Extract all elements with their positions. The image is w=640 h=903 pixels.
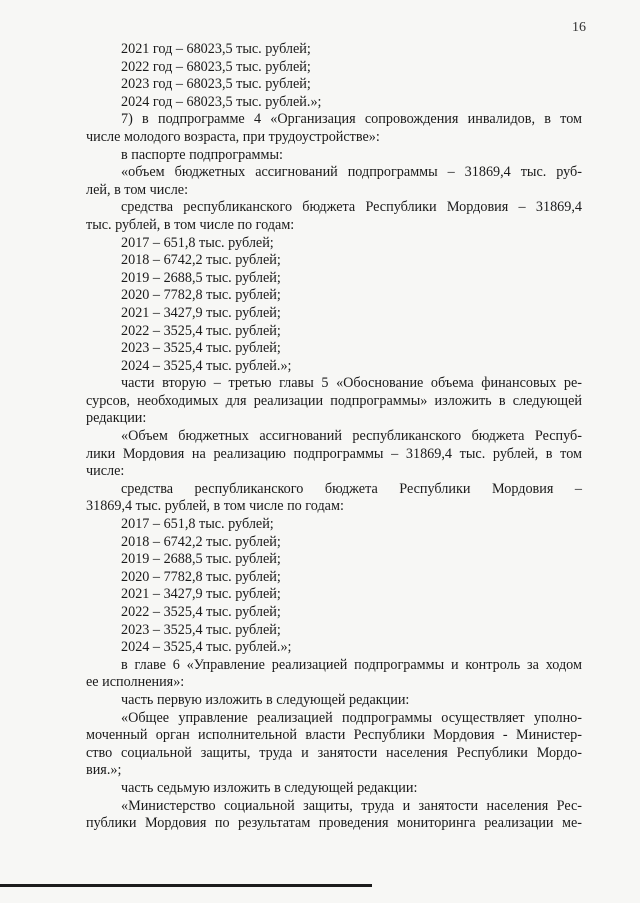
text-line: 2020 – 7782,8 тыс. рублей;: [121, 568, 281, 585]
text-line: ее исполнения»:: [86, 674, 185, 691]
text-line: «Объем бюджетных ассигнований республиканского бюджета Респуб-: [121, 428, 582, 445]
text-line: 2019 – 2688,5 тыс. рублей;: [121, 269, 281, 286]
text-line: публики Мордовия по результатам проведения мониторинга реализации ме-: [86, 815, 582, 832]
text-line: 2022 год – 68023,5 тыс. рублей;: [121, 58, 311, 75]
document-body: [86, 41, 582, 833]
text-line: 2022 – 3525,4 тыс. рублей;: [121, 604, 281, 620]
text-line: часть первую изложить в следующей редакции:: [121, 691, 410, 708]
text-line: часть седьмую изложить в следующей редакции:: [121, 779, 418, 796]
text-line: 2019 – 2688,5 тыс. рублей;: [121, 551, 281, 568]
text-line: числе молодого возраста, при трудоустройстве»:: [86, 128, 380, 145]
text-line: 2020 – 7782,8 тыс. рублей;: [121, 287, 281, 304]
text-line: 2021 год – 68023,5 тыс. рублей;: [121, 41, 311, 57]
text-line: 2024 – 3525,4 тыс. рублей.»;: [121, 639, 292, 656]
text-line: 2021 – 3427,9 тыс. рублей;: [121, 304, 281, 321]
text-line: 2023 – 3525,4 тыс. рублей;: [121, 340, 281, 357]
text-line: средства республиканского бюджета Республики Мордовия –: [121, 480, 582, 497]
text-line: 2024 год – 68023,5 тыс. рублей.»;: [121, 93, 322, 110]
text-line: в паспорте подпрограммы:: [121, 146, 283, 163]
text-line: 2023 год – 68023,5 тыс. рублей;: [121, 76, 311, 93]
text-line: 2017 – 651,8 тыс. рублей;: [121, 234, 274, 251]
text-line: моченный орган исполнительной власти Республики Мордовия - Министер-: [86, 727, 582, 744]
text-line: 7) в подпрограмме 4 «Организация сопровождения инвалидов, в том: [121, 111, 582, 128]
text-line: «объем бюджетных ассигнований подпрограммы – 31869,4 тыс. руб-: [121, 164, 582, 181]
text-line: вия.»;: [86, 762, 122, 779]
text-line: 2018 – 6742,2 тыс. рублей;: [121, 252, 281, 269]
text-line: 2022 – 3525,4 тыс. рублей;: [121, 322, 281, 339]
text-line: 2023 – 3525,4 тыс. рублей;: [121, 621, 281, 638]
text-line: «Министерство социальной защиты, труда и занятости населения Рес-: [121, 797, 582, 814]
text-line: сурсов, необходимых для реализации подпрограммы» изложить в следующей: [86, 392, 582, 409]
text-line: тыс. рублей, в том числе по годам:: [86, 216, 295, 233]
text-line: 2017 – 651,8 тыс. рублей;: [121, 516, 274, 533]
text-line: ство социальной защиты, труда и занятости населения Республики Мордо-: [86, 744, 582, 761]
text-line: 2018 – 6742,2 тыс. рублей;: [121, 533, 281, 550]
text-line: в главе 6 «Управление реализацией подпрограммы и контроль за ходом: [121, 656, 582, 673]
text-line: 31869,4 тыс. рублей, в том числе по годам:: [86, 498, 344, 515]
text-line: «Общее управление реализацией подпрограммы осуществляет уполно-: [121, 709, 582, 726]
scan-artifact-line: [0, 884, 372, 887]
text-line: числе:: [86, 463, 125, 480]
text-line: 2021 – 3427,9 тыс. рублей;: [121, 586, 281, 603]
text-line: лики Мордовия на реализацию подпрограммы – 31869,4 тыс. рублей, в том: [86, 445, 582, 462]
text-line: лей, в том числе:: [86, 181, 189, 198]
text-line: части вторую – третью главы 5 «Обоснование объема финансовых ре-: [121, 375, 582, 392]
text-line: 2024 – 3525,4 тыс. рублей.»;: [121, 357, 292, 374]
text-line: редакции:: [86, 410, 147, 427]
page-number: 16: [572, 20, 586, 35]
text-line: средства республиканского бюджета Республики Мордовия – 31869,4: [121, 199, 582, 216]
